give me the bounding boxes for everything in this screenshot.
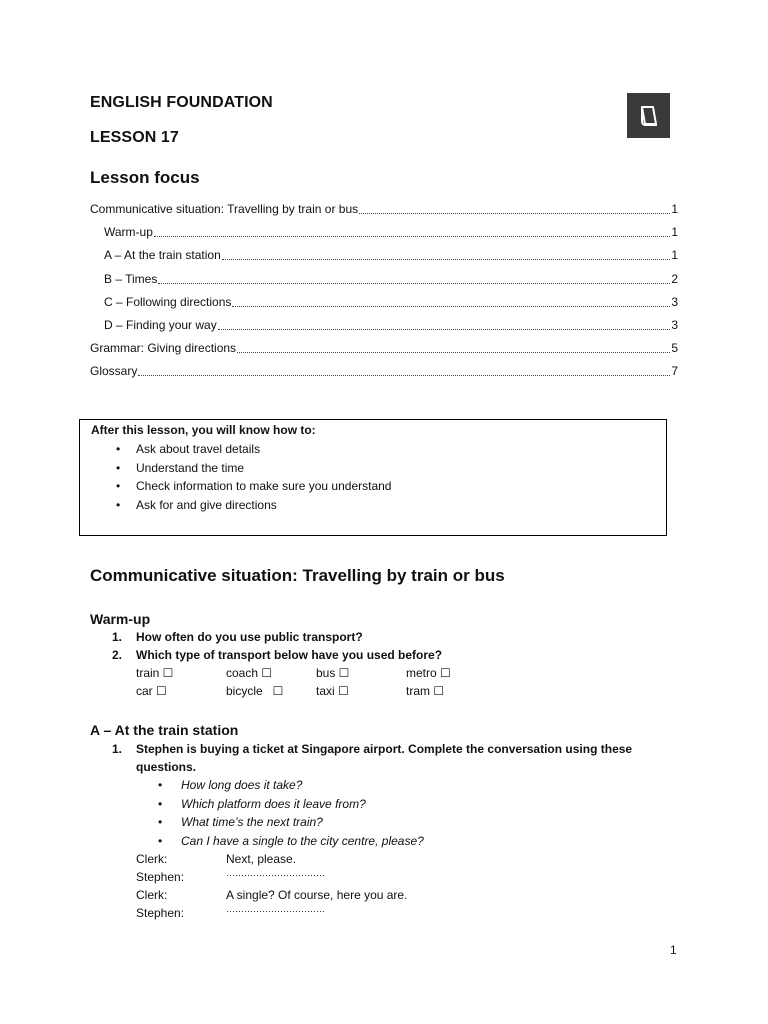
toc-entry-label: B – Times <box>104 272 158 286</box>
toc-entry[interactable] <box>104 293 678 311</box>
toc-entry[interactable] <box>104 223 678 241</box>
course-title: ENGLISH FOUNDATION <box>90 94 273 111</box>
section-a-heading: A – At the train station <box>90 722 239 738</box>
page-number: 1 <box>670 943 677 957</box>
toc-entry-page: 1 <box>671 248 678 262</box>
toc-entry[interactable] <box>104 246 678 264</box>
toc-entry[interactable] <box>90 339 678 357</box>
dialogue-speaker: Clerk: <box>136 888 168 902</box>
instruction-text: Stephen is buying a ticket at Singapore airport. Complete the conversation using these <box>136 742 633 756</box>
lesson-focus-heading: Lesson focus <box>90 168 200 187</box>
question-option: Which platform does it leave from? <box>181 797 366 811</box>
dialogue-speaker: Clerk: <box>136 852 168 866</box>
transport-option-bicycle[interactable]: bicycle ☐ <box>226 684 284 698</box>
dialogue-line: A single? Of course, here you are. <box>226 888 408 902</box>
objectives-title: After this lesson, you will know how to: <box>91 423 316 437</box>
lesson-title: LESSON 17 <box>90 129 179 146</box>
question-option: Can I have a single to the city centre, please? <box>181 834 424 848</box>
transport-option-metro[interactable]: metro ☐ <box>406 666 451 680</box>
toc-entry-label: Grammar: Giving directions <box>90 341 237 355</box>
instruction-text-cont: questions. <box>136 760 197 774</box>
bullet-icon: • <box>116 479 121 493</box>
toc-entry[interactable] <box>90 362 678 380</box>
question-text: Which type of transport below have you used before? <box>136 648 443 662</box>
dialogue-blank-line[interactable]: …………………………… <box>226 904 325 914</box>
toc-entry-page: 3 <box>671 318 678 332</box>
book-icon <box>627 93 670 138</box>
transport-option-train[interactable]: train ☐ <box>136 666 174 680</box>
transport-option-taxi[interactable]: taxi ☐ <box>316 684 349 698</box>
question-option: What time’s the next train? <box>181 815 323 829</box>
bullet-icon: • <box>116 461 121 475</box>
toc-entry-label: Communicative situation: Travelling by train or bus <box>90 202 359 216</box>
bullet-icon: • <box>158 778 163 792</box>
toc-entry-page: 1 <box>671 202 678 216</box>
bullet-icon: • <box>158 797 163 811</box>
dialogue-line: Next, please. <box>226 852 297 866</box>
warmup-heading: Warm-up <box>90 611 151 627</box>
transport-option-bus[interactable]: bus ☐ <box>316 666 350 680</box>
toc-entry-label: D – Finding your way <box>104 318 217 332</box>
toc-entry[interactable] <box>104 316 678 334</box>
toc-entry-label: C – Following directions <box>104 295 232 309</box>
toc-entry-page: 7 <box>671 364 678 378</box>
instruction-number: 1. <box>112 742 123 756</box>
bullet-icon: • <box>158 834 163 848</box>
toc-entry[interactable] <box>104 270 678 288</box>
toc-entry-page: 1 <box>671 225 678 239</box>
question-text: How often do you use public transport? <box>136 630 363 644</box>
dialogue-speaker: Stephen: <box>136 870 185 884</box>
bullet-icon: • <box>158 815 163 829</box>
toc-entry-page: 5 <box>671 341 678 355</box>
learning-objectives-box: After this lesson, you will know how to: • Ask about travel details • Understand the time • Check information to make sure you understand • Ask for and give directions <box>79 419 667 536</box>
question-option: How long does it take? <box>181 778 303 792</box>
bullet-icon: • <box>116 498 121 512</box>
transport-option-car[interactable]: car ☐ <box>136 684 167 698</box>
toc-entry[interactable] <box>90 200 678 218</box>
toc-entry-label: A – At the train station <box>104 248 221 262</box>
bullet-icon: • <box>116 442 121 456</box>
question-number: 1. <box>112 630 123 644</box>
toc-entry-label: Warm-up <box>104 225 153 239</box>
toc-entry-page: 2 <box>671 272 678 286</box>
dialogue-blank-line[interactable]: …………………………… <box>226 868 325 878</box>
toc-entry-label: Glossary <box>90 364 138 378</box>
transport-option-tram[interactable]: tram ☐ <box>406 684 445 698</box>
question-number: 2. <box>112 648 123 662</box>
transport-option-coach[interactable]: coach ☐ <box>226 666 273 680</box>
dialogue-speaker: Stephen: <box>136 906 185 920</box>
toc-entry-page: 3 <box>671 295 678 309</box>
section-heading: Communicative situation: Travelling by train or bus <box>90 566 505 585</box>
